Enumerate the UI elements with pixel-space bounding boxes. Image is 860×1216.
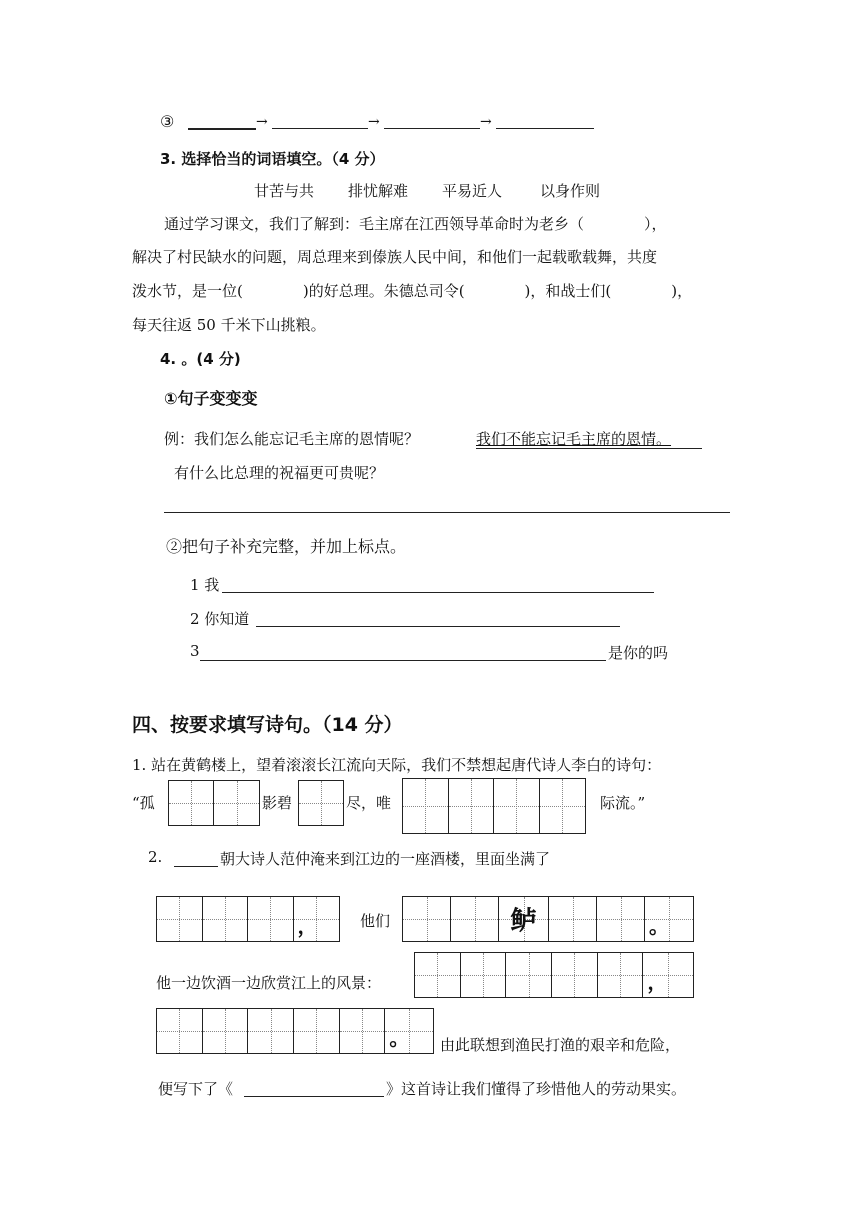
fill-line-3-suffix: 是你的吗 <box>608 644 669 662</box>
word-option: 平易近人 <box>442 182 503 200</box>
fill-line-1-label: 1 我 <box>190 576 220 594</box>
poem-text: 尽，唯 <box>346 794 392 812</box>
comma-mark: ， <box>297 914 318 938</box>
answer-blank[interactable] <box>188 128 256 130</box>
paragraph-line: 解决了村民缺水的问题，周总理来到傣族人民中间，和他们一起载歌载舞，共度 <box>132 248 658 266</box>
char-grid[interactable] <box>156 1008 434 1054</box>
example-underline <box>476 448 702 449</box>
poem-text: 》这首诗让我们懂得了珍惜他人的劳动果实。 <box>386 1080 687 1098</box>
paragraph-line: 泼水节，是一位( )的好总理。朱德总司令( )，和战士们( )， <box>132 282 693 300</box>
fill-line-2[interactable] <box>256 626 620 627</box>
word-option: 甘苦与共 <box>254 182 315 200</box>
answer-blank[interactable] <box>174 866 218 867</box>
poem-text: 他一边饮酒一边欣赏江上的风景： <box>156 974 382 992</box>
title-blank[interactable] <box>244 1096 384 1097</box>
word-option: 排忧解难 <box>348 182 409 200</box>
fill-line-3[interactable] <box>200 660 606 661</box>
fill-line-3-label: 3 <box>190 642 200 660</box>
example-text: 例：我们怎么能忘记毛主席的恩情呢？ <box>164 430 420 448</box>
char-grid[interactable] <box>168 780 260 826</box>
answer-blank[interactable] <box>384 128 480 129</box>
arrow-icon: → <box>368 114 380 130</box>
s4-q2-text: 朝大诗人范仲淹来到江边的一座酒楼，里面坐满了 <box>220 850 551 868</box>
answer-line[interactable] <box>164 512 730 513</box>
s4-q1-text: 1. 站在黄鹤楼上，望着滚滚长江流向天际，我们不禁想起唐代诗人李白的诗句： <box>132 756 662 774</box>
poem-text: 影碧 <box>262 794 293 812</box>
poem-text: 由此联想到渔民打渔的艰辛和危险， <box>440 1036 681 1054</box>
period-mark: 。 <box>389 1026 410 1050</box>
q4-title: 4. 。(4 分) <box>160 350 241 368</box>
fill-line-2-label: 2 你知道 <box>190 610 250 628</box>
poem-text: 际流。” <box>600 794 646 812</box>
q3-title: 3. 选择恰当的词语填空。（4 分） <box>160 150 385 168</box>
s4-q2-num: 2. <box>148 848 163 866</box>
arrow-icon: → <box>480 114 492 130</box>
q4-question: 有什么比总理的祝福更可贵呢？ <box>174 464 385 482</box>
paragraph-line: 每天往返 50 千米下山挑粮。 <box>132 316 326 334</box>
example-answer: 我们不能忘记毛主席的恩情。 <box>476 430 672 448</box>
poem-text: “孤 <box>132 794 155 812</box>
q4-sub2: ②把句子补充完整，并加上标点。 <box>166 537 407 556</box>
char-grid[interactable] <box>402 778 586 834</box>
paragraph-line: 通过学习课文，我们了解到：毛主席在江西领导革命时为老乡（ ）， <box>164 215 667 233</box>
word-option: 以身作则 <box>540 182 601 200</box>
char-grid[interactable] <box>414 952 694 998</box>
char-grid[interactable] <box>156 896 340 942</box>
poem-text: 他们 <box>360 912 391 930</box>
section-title: 四、按要求填写诗句。（14 分） <box>132 714 403 736</box>
item-number: ③ <box>160 112 175 131</box>
given-char: 鲈 <box>510 906 537 937</box>
comma-mark: ， <box>647 970 668 994</box>
answer-blank[interactable] <box>496 128 594 129</box>
period-mark: 。 <box>649 914 669 938</box>
fill-line-1[interactable] <box>222 592 654 593</box>
answer-blank[interactable] <box>272 128 368 129</box>
q4-sub1: ①句子变变变 <box>164 389 258 408</box>
poem-text: 便写下了《 <box>158 1080 234 1098</box>
arrow-icon: → <box>256 114 268 130</box>
char-grid[interactable] <box>402 896 694 942</box>
char-grid[interactable] <box>298 780 344 826</box>
